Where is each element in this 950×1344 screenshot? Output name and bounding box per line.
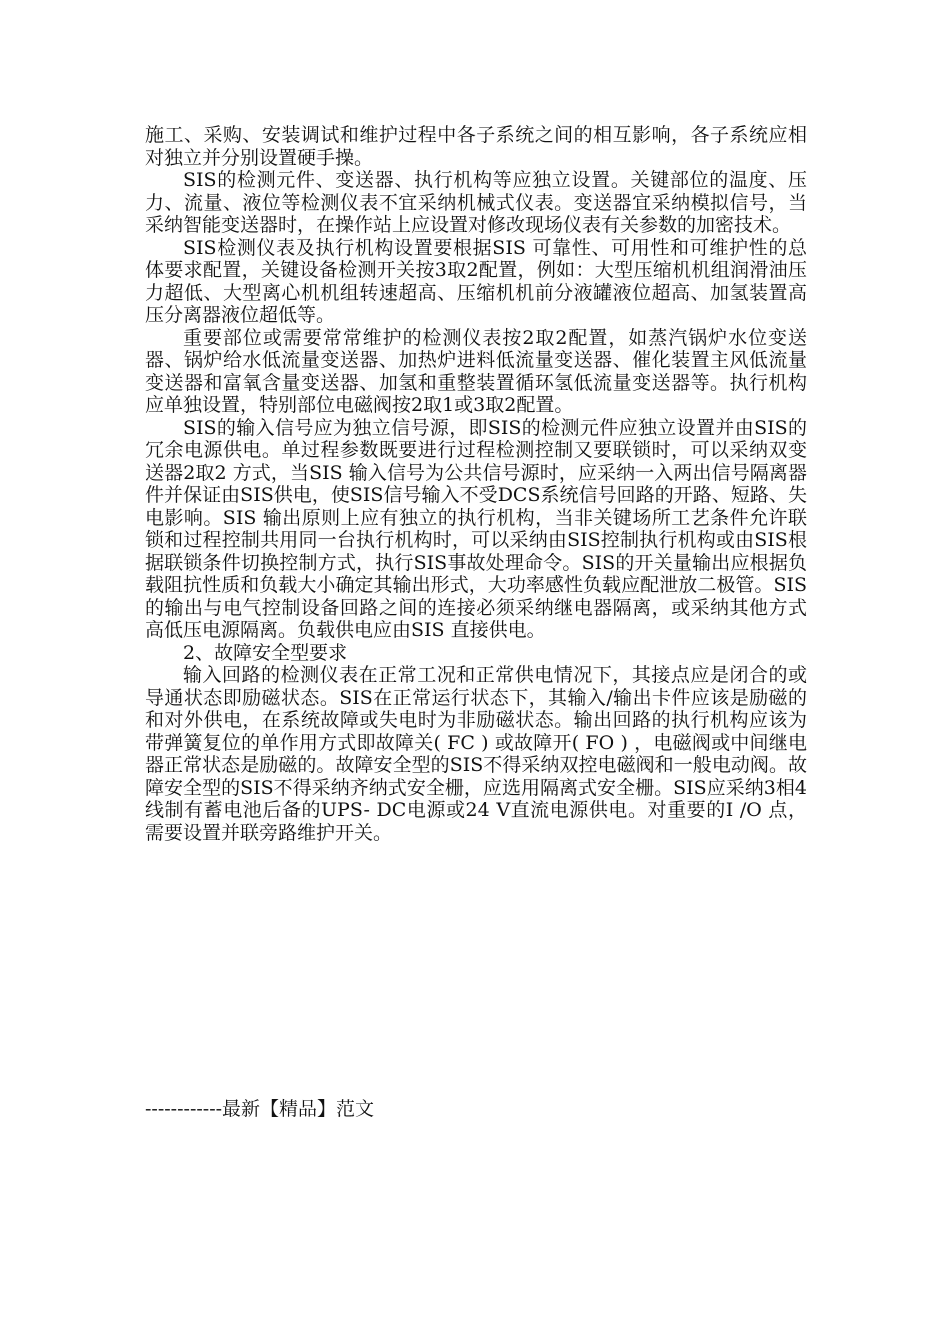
paragraph-5: SIS的输入信号应为独立信号源，即SIS的检测元件应独立设置并由SIS的冗余电源供电。单过程参数既要进行过程检测控制又要联锁时，可以采纳双变送器2取2 方式，当SIS 输入信号为公共信号源时，应采纳一入两出信号隔离器件并保证由SIS供电，使SIS信号输入不受DCS系统信号回路的开路、短路、失电影响。SIS 输出原则上应有独立的执行机构，当非关键场所工艺条件允许联锁和过程控制共用同一台执行机构时，可以采纳由SIS控制执行机构或由SIS根据联锁条件切换控制方式，执行SIS事故处理命令。SIS的开关量输出应根据负载阻抗性质和负载大小确定其输出形式，大功率感性负载应配泄放二极管。SIS 的输出与电气控制设备回路之间的连接必须采纳继电器隔离，或采纳其他方式高低压电源隔离。负载供电应由SIS 直接供电。 [145,416,807,641]
paragraph-6: 输入回路的检测仪表在正常工况和正常供电情况下，其接点应是闭合的或导通状态即励磁状态。SIS在正常运行状态下，其输入/输出卡件应该是励磁的和对外供电，在系统故障或失电时为非励磁状态。输出回路的执行机构应该为带弹簧复位的单作用方式即故障关( FC ) 或故障开( FO ) ，电磁阀或中间继电器正常状态是励磁的。故障安全型的SIS不得采纳双控电磁阀和一般电动阀。故障安全型的SIS不得采纳齐纳式安全栅，应选用隔离式安全栅。SIS应采纳3相4线制有蓄电池后备的UPS- DC电源或24 V直流电源供电。对重要的I /O 点，需要设置并联旁路维护开关。 [145,664,807,844]
document-body [145,124,807,844]
section-heading: 2、故障安全型要求 [183,641,348,664]
paragraph-4: 重要部位或需要常常维护的检测仪表按2取2配置，如蒸汽锅炉水位变送器、锅炉给水低流量变送器、加热炉进料低流量变送器、催化装置主风低流量变送器和富氧含量变送器、加氢和重整装置循环氢低流量变送器等。执行机构应单独设置，特别部位电磁阀按2取1或3取2配置。 [145,326,807,416]
footer-text: ------------最新【精品】范文 [145,1098,375,1120]
paragraph-3: SIS检测仪表及执行机构设置要根据SIS 可靠性、可用性和可维护性的总体要求配置，关键设备检测开关按3取2配置，例如：大型压缩机机组润滑油压力超低、大型离心机机组转速超高、压缩机机前分液罐液位超高、加氢装置高压分离器液位超低等。 [145,236,807,326]
paragraph-2: SIS的检测元件、变送器、执行机构等应独立设置。关键部位的温度、压力、流量、液位等检测仪表不宜采纳机械式仪表。变送器宜采纳模拟信号，当采纳智能变送器时，在操作站上应设置对修改现场仪表有关参数的加密技术。 [145,169,807,236]
paragraph-1: 施工、采购、安装调试和维护过程中各子系统之间的相互影响，各子系统应相对独立并分别设置硬手操。 [145,124,807,169]
